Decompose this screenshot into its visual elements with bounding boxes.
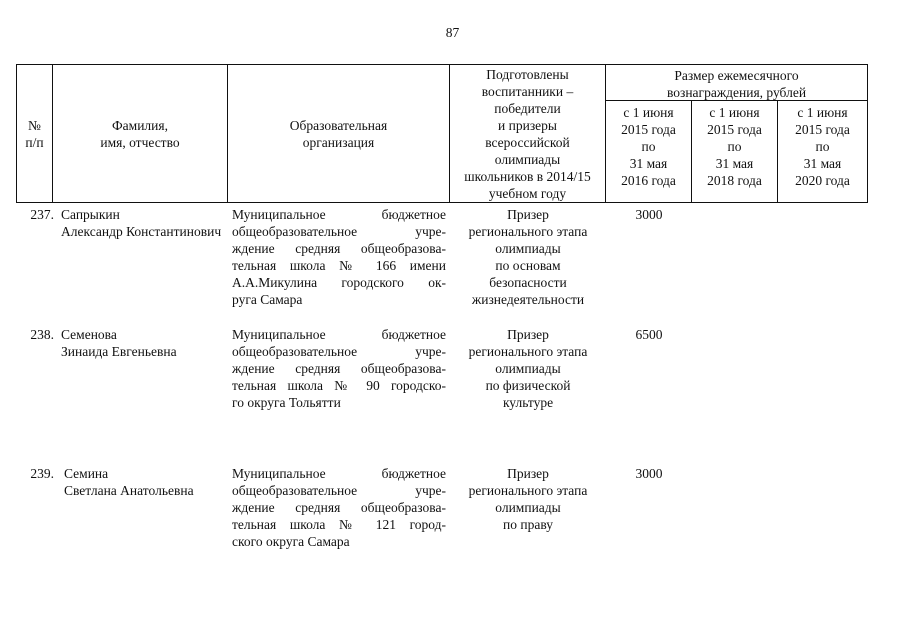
page-number: 87 xyxy=(445,25,460,40)
person-name: Семина Светлана Анатольевна xyxy=(64,466,194,498)
row-number: 238. xyxy=(30,327,54,342)
header-prepared: Подготовлены воспитанники – победители и призеры всероссийской олимпиады школьников в 2014/15 учебном году xyxy=(464,67,591,201)
award-category: Призер регионального этапа олимпиады по основам безопасности жизнедеятельности xyxy=(468,207,588,307)
header-name: Фамилия, имя, отчество xyxy=(100,118,180,150)
reward-amount: 3000 xyxy=(635,207,663,222)
organization: Муниципальное бюджетное общеобразовательное учре- ждение средняя общеобразова- тельная школа № 121 город- ского округа Самара xyxy=(232,466,446,549)
header-period-2016: с 1 июня 2015 года по 31 мая 2016 года xyxy=(621,105,676,188)
award-category: Призер регионального этапа олимпиады по праву xyxy=(468,466,588,532)
organization: Муниципальное бюджетное общеобразовательное учре- ждение средняя общеобразова- тельная школа № 90 городско- го округа Тольятти xyxy=(232,327,446,410)
header-period-2018: с 1 июня 2015 года по 31 мая 2018 года xyxy=(707,105,762,188)
header-num: № п/п xyxy=(25,118,44,150)
award-category: Призер регионального этапа олимпиады по физической культуре xyxy=(468,327,588,410)
person-name: Сапрыкин Александр Константинович xyxy=(61,207,222,239)
header-reward: Размер ежемесячного вознаграждения, рублей xyxy=(666,68,807,100)
reward-amount: 3000 xyxy=(635,466,663,481)
header-org: Образовательная организация xyxy=(289,118,388,150)
organization: Муниципальное бюджетное общеобразовательное учре- ждение средняя общеобразова- тельная школа № 166 имени А.А.Микулина городского ок- руга Самара xyxy=(232,207,446,307)
row-number: 239. xyxy=(30,466,54,481)
header-period-2020: с 1 июня 2015 года по 31 мая 2020 года xyxy=(795,105,850,188)
person-name: Семенова Зинаида Евгеньевна xyxy=(61,327,177,359)
reward-amount: 6500 xyxy=(635,327,663,342)
row-number: 237. xyxy=(30,207,54,222)
